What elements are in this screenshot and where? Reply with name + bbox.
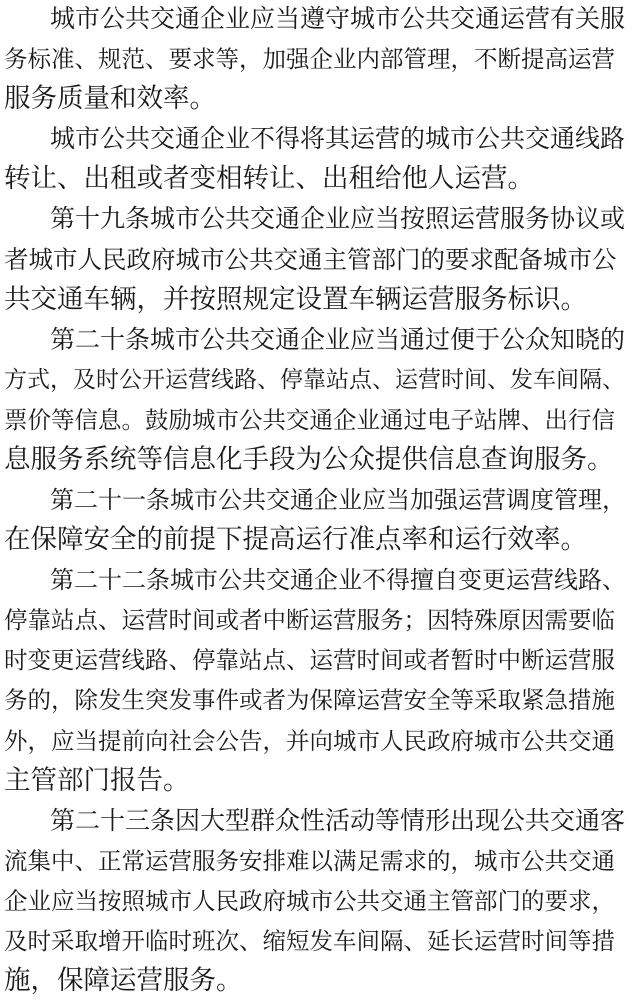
article-22-line-5: 外，应当提前向社会公告，并向城市人民政府城市公共交通	[4, 727, 615, 755]
article-19-line-3: 共交通车辆，并按照规定设置车辆运营服务标识。	[4, 284, 587, 315]
article-23-line-1: 第二十三条因大型群众性活动等情形出现公共交通客	[50, 806, 626, 835]
article-20-line-4: 息服务系统等信息化手段为公众提供信息查询服务。	[4, 444, 614, 475]
article-21-line-1: 第二十一条城市公共交通企业应当加强运营调度管理，	[50, 486, 626, 514]
article-23-line-3: 企业应当按照城市人民政府城市公共交通主管部门的要求，	[4, 887, 615, 915]
article-22-line-4: 务的，除发生突发事件或者为保障运营安全等采取紧急措施	[4, 686, 615, 714]
article-21-line-2: 在保障安全的前提下提高运行准点率和运行效率。	[4, 524, 587, 555]
article-22-line-6: 主管部门报告。	[4, 765, 190, 796]
paragraph-2-line-2: 转让、出租或者变相转让、出租给他人运营。	[4, 163, 534, 194]
article-19-line-2: 者城市人民政府城市公共交通主管部门的要求配备城市公	[4, 245, 617, 274]
article-20-line-3: 票价等信息。鼓励城市公共交通企业通过电子站牌、出行信	[4, 406, 615, 434]
article-23-line-4: 及时采取增开临时班次、缩短发车间隔、延长运营时间等措	[4, 927, 615, 955]
article-20-line-2: 方式，及时公开运营线路、停靠站点、运营时间、发车间隔、	[4, 367, 625, 393]
article-23-line-5: 施，保障运营服务。	[4, 965, 243, 996]
paragraph-1-line-2: 务标准、规范、要求等，加强企业内部管理，不断提高运营	[4, 45, 615, 73]
article-22-line-1: 第二十二条城市公共交通企业不得擅自变更运营线路、	[50, 566, 626, 594]
paragraph-2-line-1: 城市公共交通企业不得将其运营的城市公共交通线路	[50, 124, 626, 153]
article-19-line-1: 第十九条城市公共交通企业应当按照运营服务协议或	[50, 204, 626, 233]
article-22-line-2: 停靠站点、运营时间或者中断运营服务；因特殊原因需要临	[4, 606, 615, 634]
article-23-line-2: 流集中、正常运营服务安排难以满足需求的，城市公共交通	[4, 847, 615, 875]
paragraph-1-line-3: 服务质量和效率。	[4, 83, 216, 114]
paragraph-1-line-1: 城市公共交通企业应当遵守城市公共交通运营有关服	[50, 4, 626, 33]
article-22-line-3: 时变更运营线路、停靠站点、运营时间或者暂时中断运营服	[4, 646, 615, 674]
article-20-line-1: 第二十条城市公共交通企业应当通过便于公众知晓的	[50, 325, 626, 354]
